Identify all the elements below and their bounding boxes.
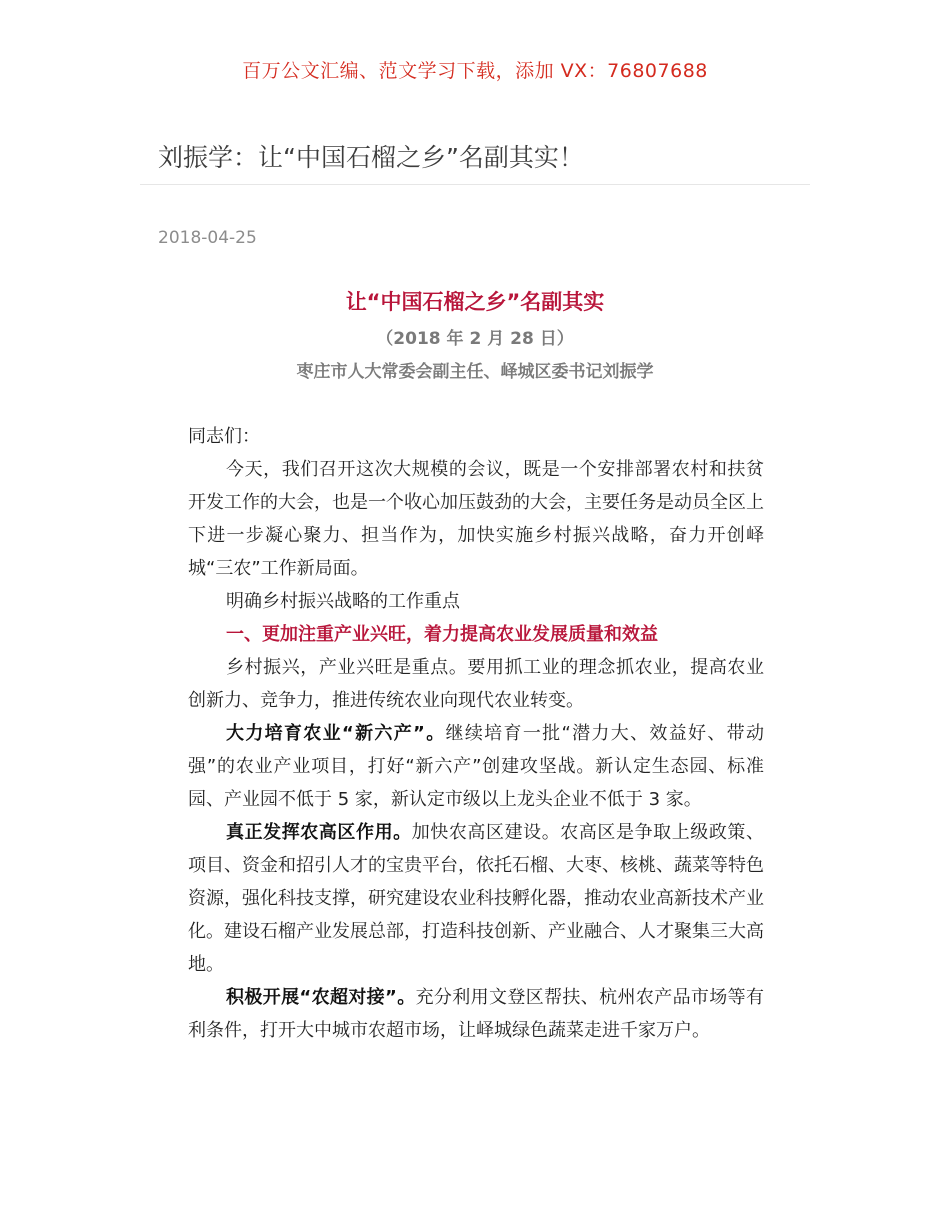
paragraph-new-six-industries xyxy=(188,717,764,816)
publish-date: 2018-04-25 xyxy=(158,228,257,248)
salutation: 同志们： xyxy=(188,426,260,447)
paragraph-industry: 乡村振兴，产业兴旺是重点。要用抓工业的理念抓农业，提高农业创新力、竞争力，推进传统农业向现代农业转变。 xyxy=(188,657,764,711)
paragraph-agri-hightech-zone xyxy=(188,816,764,981)
paragraph-text: 充分利用文登区帮扶、杭州农产品市场等有利条件，打开大中城市农超市场，让峄城绿色蔬菜走进千家万户。 xyxy=(188,987,764,1041)
document-author: 枣庄市人大常委会副主任、峄城区委书记刘振学 xyxy=(296,362,654,382)
paragraph-text: 加快农高区建设。农高区是争取上级政策、项目、资金和招引人才的宝贵平台，依托石榴、大枣、核桃、蔬菜等特色资源，强化科技支撑，研究建设农业科技孵化器，推动农业高新技术产业化。建设石榴产业发展总部，打造科技创新、产业融合、人才聚集三大高地。 xyxy=(188,822,765,975)
section-heading: 一、更加注重产业兴旺，着力提高农业发展质量和效益 xyxy=(226,624,658,645)
article-title: 刘振学：让“中国石榴之乡”名副其实！ xyxy=(158,143,584,172)
paragraph-farm-supermarket xyxy=(188,981,764,1047)
paragraph-text: 继续培育一批“潜力大、效益好、带动强”的农业产业项目，打好“新六产”创建攻坚战。新认定生态园、标准园、产业园不低于 5 家，新认定市级以上龙头企业不低于 3 家。 xyxy=(188,723,764,810)
promo-banner: 百万公文汇编、范文学习下载，添加 VX：76807688 xyxy=(242,60,708,82)
paragraph-lead: 大力培育农业“新六产”。 xyxy=(226,723,446,744)
subheading: 明确乡村振兴战略的工作重点 xyxy=(226,591,460,612)
title-divider xyxy=(140,184,810,185)
paragraph-lead: 积极开展“农超对接”。 xyxy=(226,987,416,1008)
paragraph-intro: 今天，我们召开这次大规模的会议，既是一个安排部署农村和扶贫开发工作的大会，也是一个收心加压鼓劲的大会，主要任务是动员全区上下进一步凝心聚力、担当作为，加快实施乡村振兴战略，奋力开创峄城“三农”工作新局面。 xyxy=(188,459,764,579)
document-heading: 让“中国石榴之乡”名副其实 xyxy=(345,290,605,314)
article-body xyxy=(188,420,764,1047)
document-date: （2018 年 2 月 28 日） xyxy=(376,329,574,349)
paragraph-lead: 真正发挥农高区作用。 xyxy=(226,822,412,843)
